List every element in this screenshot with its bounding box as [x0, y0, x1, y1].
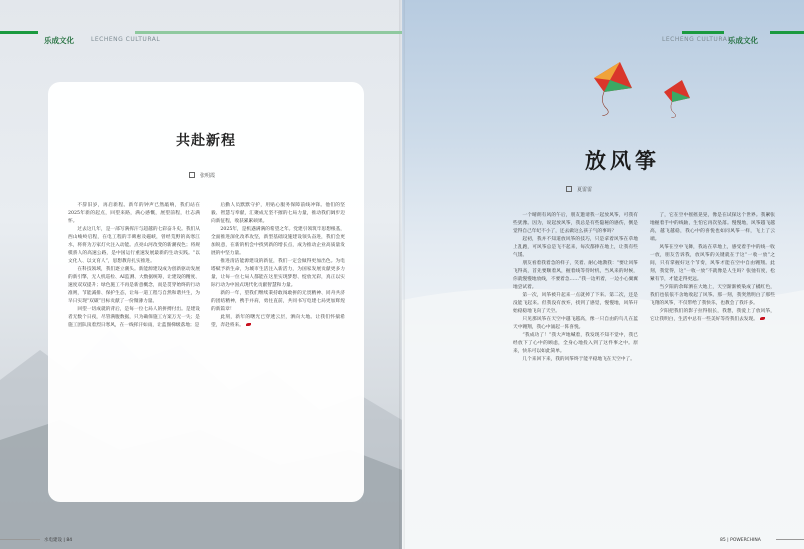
- paragraph: “我成功了！”我大声地喊着，我发现不知不觉中，我已经放下了心中的顾虑，全身心地投入到了这件事之中。原来，快乐可以如此简单。: [513, 332, 638, 354]
- paragraph: 当夕阳的余晖洒在大地上，天空渐渐被染成了橘红色，我们也依依不舍地收起了风筝。那一刻，我突然明白了那些飞翔的风筝，不仅带给了我快乐，也教会了我许多。: [650, 284, 775, 306]
- article-column-left-2: [211, 202, 345, 330]
- paragraph: 第一次，风筝被升起来一点就掉了下来。第二次，还是没能飞起来。但我没有放弃，找到了感觉，慢慢地，风筝开始稳稳地飞向了天空。: [513, 292, 638, 314]
- paragraph: [650, 308, 775, 324]
- footer-left: 水电建设 | 84: [44, 538, 73, 543]
- paragraph: 推进清洁能源建设的新征，我们一定会做得更加出色。为电塔赋予新生命，为城市生活注入新活力，为国家发展贡献更多力量，让每一位七局人都能在这里实现梦想、绽放光彩，真正以实际行动为中国式现代化贡献智慧和力量。: [211, 258, 345, 288]
- header-bar-left-thin: [135, 31, 402, 34]
- footer-right: 85 | POWERCHINA: [720, 538, 761, 543]
- author-name-left: 张明霞: [200, 173, 216, 179]
- paragraph: 过去这几年，是一部写满挥汗与超越的七彩奋斗史。我们从西山峻岭启程，在电工程的丰碑惠及磁峡，曾经荒野的高寒江水，将将为万家灯火注入动能。点亮山河改变的新潮夜色；将规模骄人的高速公路，是中国运行重速发展最新的生动实践。“以文化人、以文育人”，思想教育扎实推进。: [68, 226, 200, 264]
- paragraph: 起初，我并不知道放风筝的技巧，只是拿着风筝在草地上乱跑，可风筝总是飞不起来，每次都摔在地上，让我有些气馁。: [513, 236, 638, 258]
- article-card: [48, 82, 364, 502]
- paragraph: 2025年，是机遇满满的希望之年。党建引领筑牢思想根基，全面推进深化改革攻坚，新型基础设施建设领头奋进，我们会更加锐意，在新的机会中找到新的增长点，成为推动企业高质量发展的中坚力量。: [211, 226, 345, 256]
- article-column-left-1: [68, 202, 200, 330]
- paragraph: 风筝在空中飞舞，我站在草地上，感受着手中的线一收一放，朋友告诉我，放风筝的关键就在于这“一收一放”之间，只有掌握好这个节奏，风筝才能在空中自由翱翔。此刻，我觉得，这“一收一放”不就像是人生吗？张弛有度，松紧有节，才能走得更远。: [650, 244, 775, 282]
- article-column-right-1: [513, 212, 638, 364]
- article-column-right-2: [650, 212, 775, 324]
- section-title-left-en: LECHENG CULTURAL: [91, 36, 161, 43]
- section-title-right-en: LECHENG CULTURAL: [662, 36, 732, 43]
- page-gutter: [399, 0, 405, 549]
- footer-line-right: [776, 539, 804, 540]
- author-marker-left: [189, 172, 195, 178]
- paragraph: 新的一年，望我们继续秉持敢闯敢拼的无畏精神、同舟共济的团结精神，携手并肩，勇往直前，共同书写电建七局更加辉煌的新篇章！: [211, 290, 345, 312]
- paragraph: 只见那风筝在天空中越飞越高，像一只自由的鸟儿在蓝天中翱翔，我心中涌起一阵喜悦。: [513, 316, 638, 330]
- paragraph: [211, 314, 345, 330]
- author-marker-right: [566, 186, 572, 192]
- paragraph: 几个来回下来，我的风筝终于能平稳地飞在天空中了。: [522, 356, 635, 362]
- header-bar-left: [0, 31, 38, 34]
- kite-large-icon: [590, 58, 636, 116]
- end-mark-icon: [246, 323, 251, 326]
- author-name-right: 夏雷雷: [577, 187, 593, 193]
- paragraph: 一个晴朗有风的午后，朋友邀请我一起放风筝，可我有些犹豫。因为，说起放风筝，我总是有些隐秘的感伤，倒是觉得自己年纪不小了，还去做这么孩子气的事吗？: [513, 213, 638, 234]
- end-mark-icon: [760, 317, 765, 320]
- paragraph: 回望一切成就的背后，是每一位七局人的拼搏付出。是建设者无数个日夜，尽管满腹数据，只为确保施工方案万无一失；是施工团队顶着烈日寒风，在一线挥汗如雨，让蓝图梯级落地；是: [68, 306, 200, 328]
- header-bar-right-end: [770, 31, 804, 34]
- kite-small-icon: [662, 78, 692, 118]
- footer-line-left: [0, 539, 40, 540]
- paragraph-text: 夕阳把我们的影子拉得很长，我想，我爱上了放风筝，它让我明白，生活中总有一些美好等待我们去发现。: [650, 308, 775, 322]
- paragraph: 后勤人员默默守护，用贴心服务保障前线冲锋。他们的坚毅、智慧与奉献，汇聚成无坚不摧的七局力量，推动我们阔步迈向新征程，收获累累硕果。: [211, 203, 345, 224]
- header-bar-right: [682, 31, 724, 34]
- article-title-right: 放风筝: [585, 148, 660, 173]
- paragraph: 不辞旧岁，再启新程。新年的钟声已然敲响，我们站在2025年新的起点，回望来路，满心感慨，展望前程，壮志满怀。: [68, 203, 200, 224]
- paragraph: 了，它在空中摇摇晃晃，像是在试探这个世界。我紧张地握着手中的线轴，生怕它再次坠落。慢慢地，风筝越飞越高，越飞越稳，我心中的喜悦也如同风筝一样，飞上了云端。: [650, 213, 775, 242]
- paragraph: 在科技领域，我们逐立潮头。新能源建设成为创新驱动发展的新引擎，无人机巡检、AI监测、大数据统筹，让建设的精度、速度双双提升；绿色施工不再是新意概念，而是贯穿始终的行动准则，节能减排、保护生态，让每一道工程与自然和谐共生，为早日实现“双碳”目标贡献了一份微薄力量。: [68, 266, 200, 304]
- section-title-right: 乐成文化: [728, 36, 758, 45]
- paragraph-text: 此刻，新年的曙光已穿透云层，洒向大地。让我们怀揣希望，奔赴将来。: [211, 314, 345, 328]
- article-title-left: 共赴新程: [176, 133, 236, 149]
- section-title-left: 乐成文化: [44, 36, 74, 45]
- paragraph: 朋友看着我着急的样子，笑着、耐心地教我：“要让风筝飞得高，首先要顺着风，握着线等待时机，当风来的时候，你就慢慢地放线，不要着急……”我一边听着，一边小心翼翼地尝试着。: [513, 260, 638, 290]
